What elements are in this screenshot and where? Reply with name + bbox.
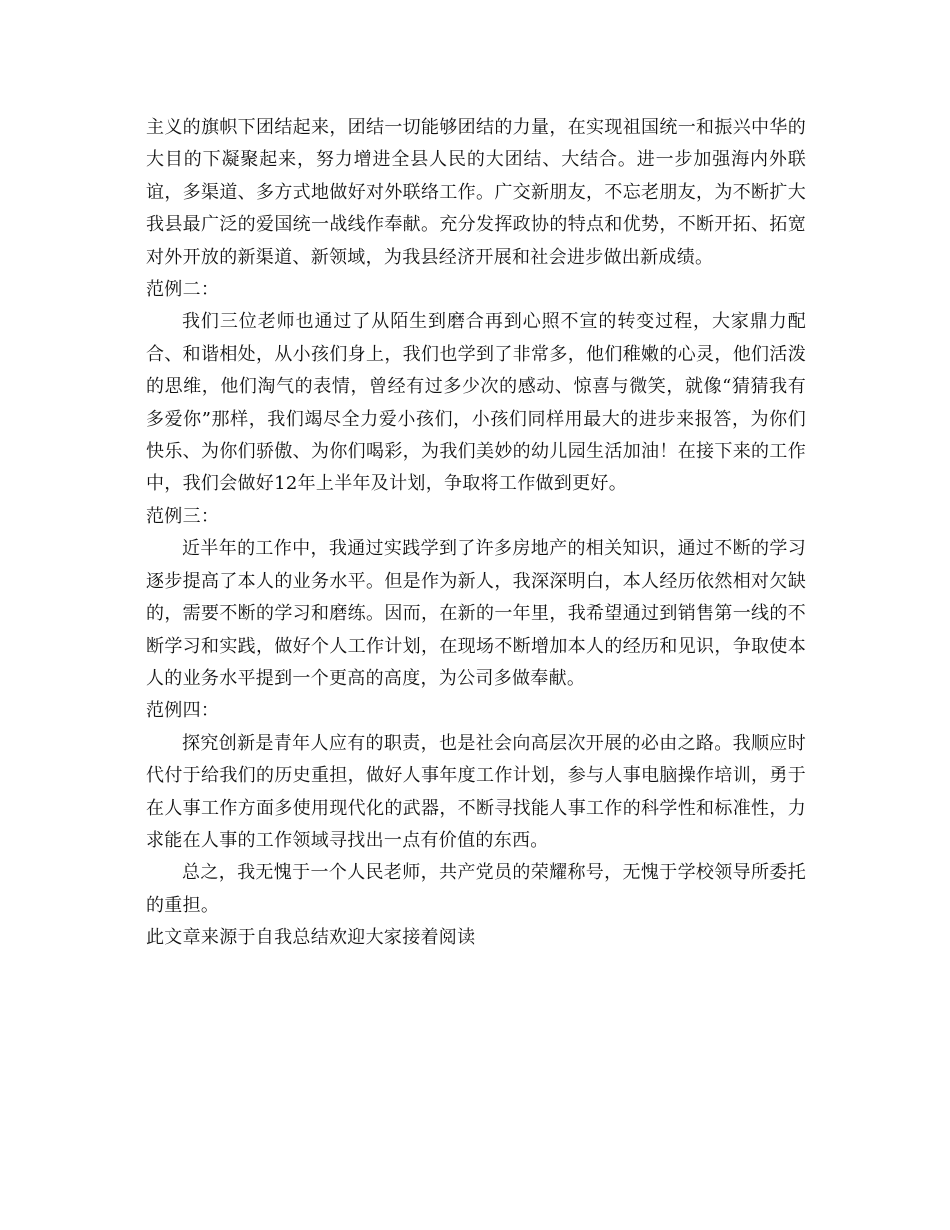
paragraph-2: 我们三位老师也通过了从陌生到磨合再到心照不宣的转变过程，大家鼎力配合、和谐相处，从小孩们身上，我们也学到了非常多，他们稚嫩的心灵，他们活泼的思维，他们淘气的表情，曾经有过多少次的感动、惊喜与微笑，就像“猜猜我有多爱你”那样，我们竭尽全力爱小孩们，小孩们同样用最大的进步来报答，为你们快乐、为你们骄傲、为你们喝彩，为我们美妙的幼儿园生活加油！在接下来的工作中，我们会做好12年上半年及计划，争取将工作做到更好。 <box>146 311 806 495</box>
paragraph-1: 主义的旗帜下团结起来，团结一切能够团结的力量，在实现祖国统一和振兴中华的大目的下凝聚起来，努力增进全县人民的大团结、大结合。进一步加强海内外联谊，多渠道、多方式地做好对外联络工作。广交新朋友，不忘老朋友，为不断扩大我县最广泛的爱国统一战线作奉献。充分发挥政协的特点和优势，不断开拓、拓宽对外开放的新渠道、新领域，为我县经济开展和社会进步做出新成绩。 <box>146 117 806 268</box>
footer-note: 此文章来源于自我总结欢迎大家接着阅读 <box>146 927 476 949</box>
document-body <box>146 112 806 955</box>
heading-example-4: 范例四： <box>146 700 220 722</box>
paragraph-4: 探究创新是青年人应有的职责，也是社会向高层次开展的必由之路。我顺应时代付于给我们的历史重担，做好人事年度工作计划，参与人事电脑操作培训，勇于在人事工作方面多使用现代化的武器，不断寻找能人事工作的科学性和标准性，力求能在人事的工作领域寻找出一点有价值的东西。 <box>146 732 806 851</box>
paragraph-3: 近半年的工作中，我通过实践学到了许多房地产的相关知识，通过不断的学习逐步提高了本人的业务水平。但是作为新人，我深深明白，本人经历依然相对欠缺的，需要不断的学习和磨练。因而，在新的一年里，我希望通过到销售第一线的不断学习和实践，做好个人工作计划，在现场不断增加本人的经历和见识，争取使本人的业务水平提到一个更高的高度，为公司多做奉献。 <box>146 538 806 689</box>
heading-example-3: 范例三： <box>146 505 220 527</box>
paragraph-5: 总之，我无愧于一个人民老师，共产党员的荣耀称号，无愧于学校领导所委托的重担。 <box>146 862 806 916</box>
heading-example-2: 范例二： <box>146 279 220 301</box>
